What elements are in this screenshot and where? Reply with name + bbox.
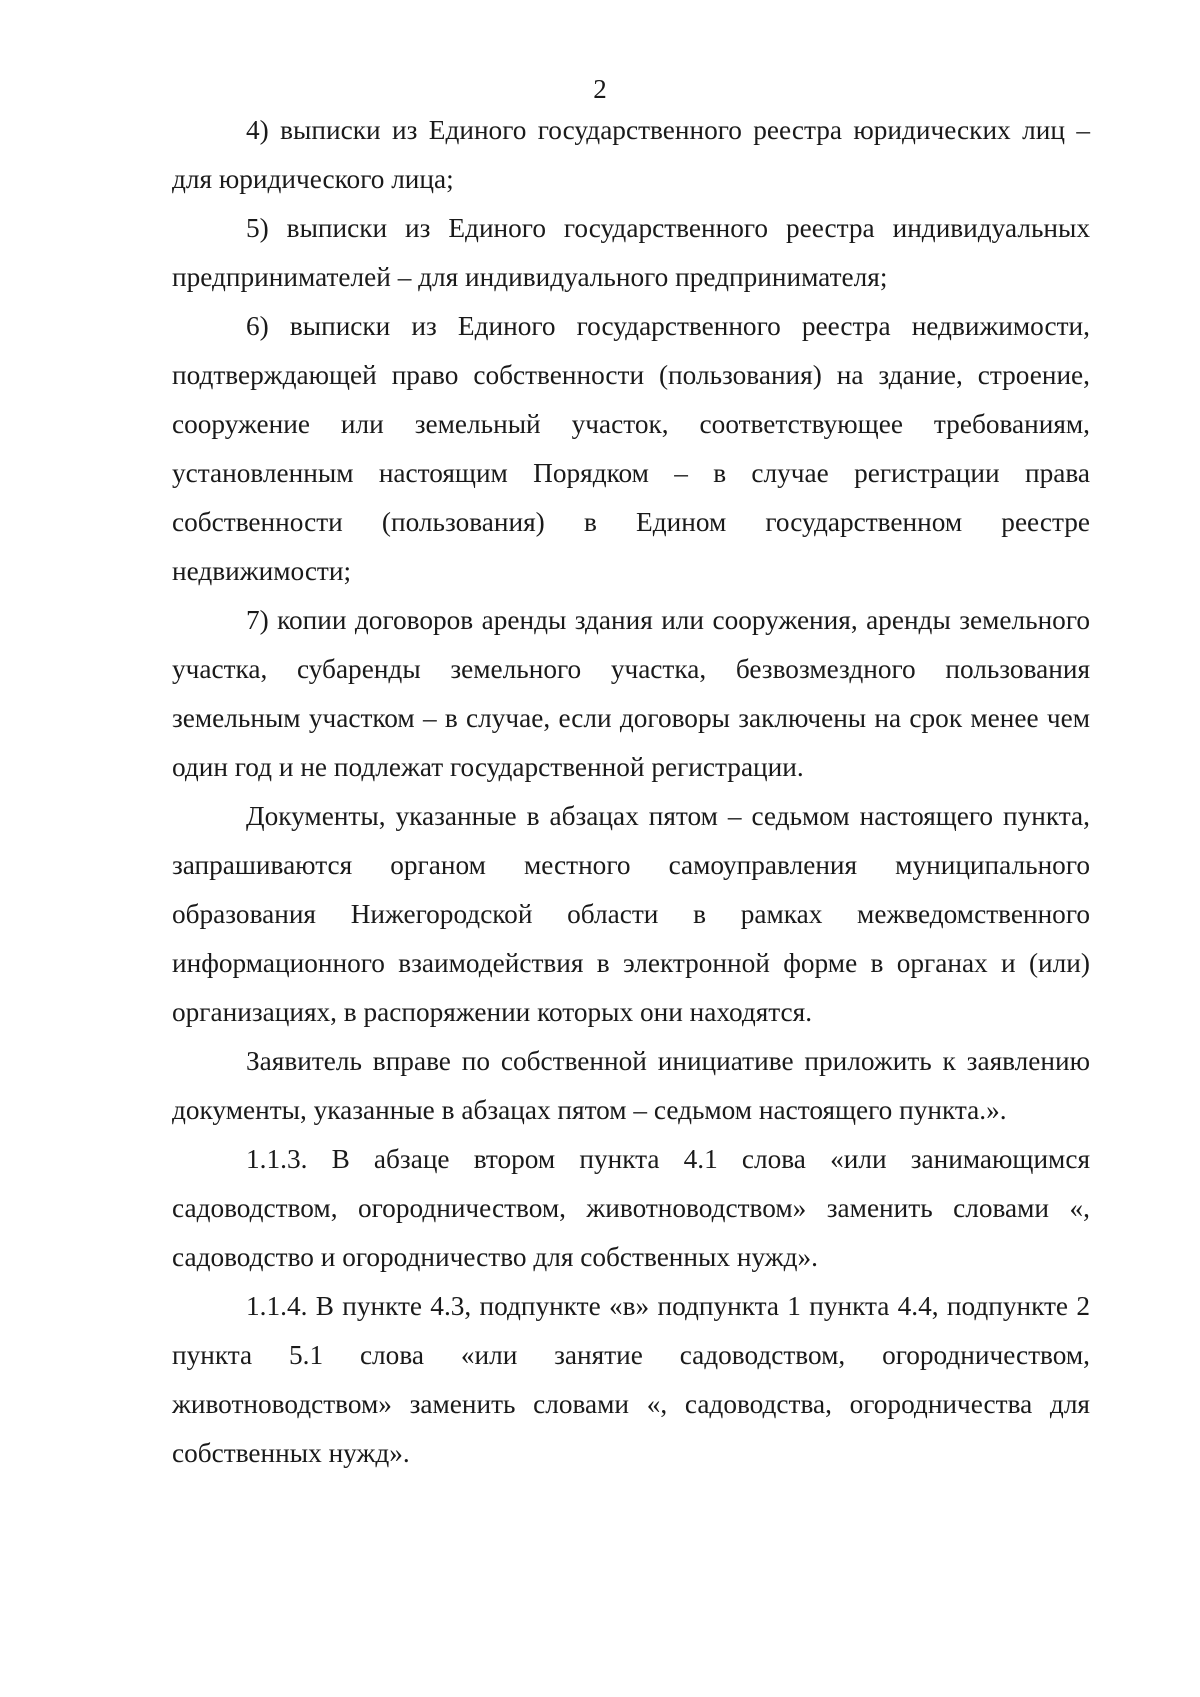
paragraph-item-7: 7) копии договоров аренды здания или сооружения, аренды земельного участка, субаренды земельного участка, безвозмездного пользования земельным участком – в случае, если договоры заключены на срок менее чем один год и не подлежат государственной регистрации.	[172, 605, 1090, 782]
paragraph-item-5: 5) выписки из Единого государственного реестра индивидуальных предпринимателей – для индивидуального предпринимателя;	[172, 213, 1090, 292]
paragraph-documents-requested: Документы, указанные в абзацах пятом – седьмом настоящего пункта, запрашиваются органом местного самоуправления муниципального образования Нижегородской области в рамках межведомственного информационного взаимодействия в электронной форме в органах и (или) организациях, в распоряжении которых они находятся.	[172, 801, 1090, 1027]
paragraph-item-4: 4) выписки из Единого государственного реестра юридических лиц – для юридического лица;	[172, 115, 1090, 194]
paragraph-applicant-right: Заявитель вправе по собственной инициативе приложить к заявлению документы, указанные в абзацах пятом – седьмом настоящего пункта.».	[172, 1046, 1090, 1125]
paragraph-1-1-4: 1.1.4. В пункте 4.3, подпункте «в» подпункта 1 пункта 4.4, подпункте 2 пункта 5.1 слова «или занятие садоводством, огородничеством, животноводством» заменить словами «, садоводства, огородничества для собственных нужд».	[172, 1291, 1090, 1468]
document-body	[172, 106, 1090, 1478]
page-number: 2	[593, 74, 607, 104]
paragraph-1-1-3: 1.1.3. В абзаце втором пункта 4.1 слова «или занимающимся садоводством, огородничеством, животноводством» заменить словами «, садоводство и огородничество для собственных нужд».	[172, 1144, 1090, 1272]
paragraph-item-6: 6) выписки из Единого государственного реестра недвижимости, подтверждающей право собственности (пользования) на здание, строение, сооружение или земельный участок, соответствующее требованиям, установленным настоящим Порядком – в случае регистрации права собственности (пользования) в Едином государственном реестре недвижимости;	[172, 311, 1090, 586]
